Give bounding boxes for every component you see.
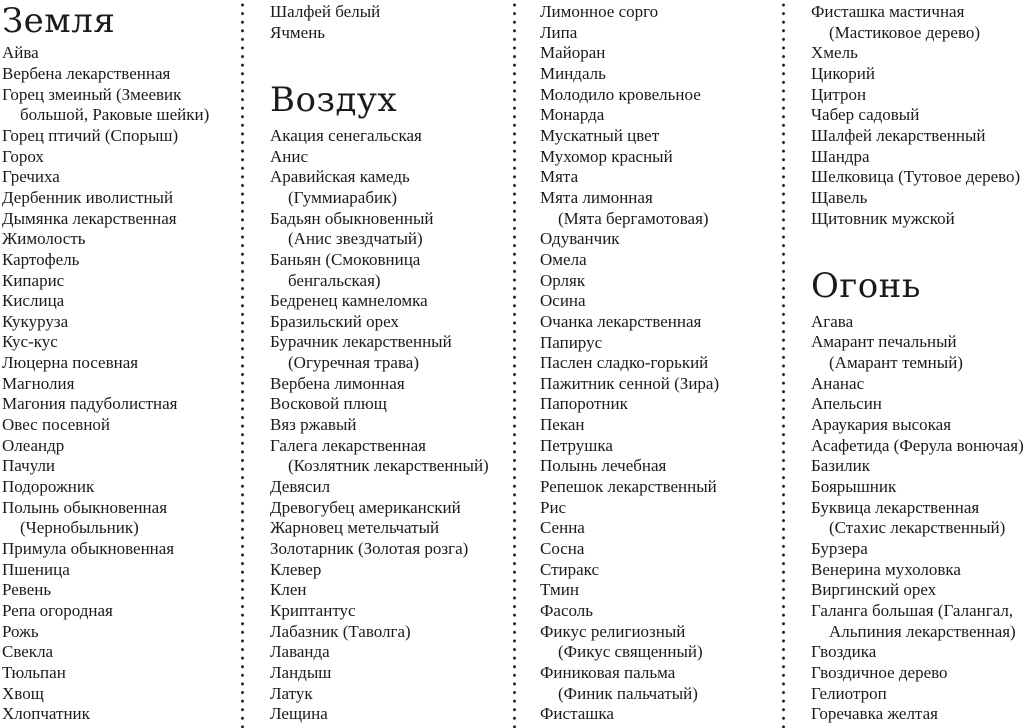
plant-item: [2, 64, 240, 85]
plant-name-line: Галега лекарственная: [270, 435, 426, 455]
plant-name-continuation-line: большой, Раковые шейки): [20, 105, 210, 125]
plant-item: [2, 85, 240, 126]
plant-name-line: Горец змеиный (Змеевик: [2, 84, 182, 104]
plant-name-line: Пшеница: [2, 559, 70, 579]
plant-name-line: Монарда: [540, 105, 605, 125]
plant-name-line: Бурачник лекарственный: [270, 332, 452, 352]
plant-name-line: Шалфей белый: [270, 2, 381, 21]
plant-item: [270, 601, 512, 622]
plant-name-line: Цикорий: [811, 63, 875, 83]
plant-item: [2, 229, 240, 250]
plant-item: [811, 436, 1023, 457]
plant-item: [270, 436, 512, 477]
plant-item: [270, 539, 512, 560]
plant-name-line: Горох: [2, 146, 44, 166]
plant-item: [811, 704, 1023, 725]
plant-item: [811, 126, 1023, 147]
plant-name-line: Шалфей лекарственный: [811, 125, 986, 145]
plant-name-line: Баньян (Смоковница: [270, 249, 421, 269]
plant-name-continuation-line: (Чернобыльник): [20, 518, 139, 538]
plant-item: [540, 250, 781, 271]
plant-name-continuation-line: (Стахис лекарственный): [829, 518, 1006, 538]
plant-name-line: Венерина мухоловка: [811, 559, 961, 579]
plant-name-line: Кус-кус: [2, 332, 58, 352]
plant-name-line: Сенна: [540, 518, 585, 538]
plant-name-line: Осина: [540, 291, 586, 311]
plant-item: [2, 539, 240, 560]
column-air-end-fire-start: [811, 0, 1023, 728]
plant-item: [811, 312, 1023, 333]
plant-item: [270, 147, 512, 168]
plant-item: [270, 518, 512, 539]
plant-item: [270, 560, 512, 581]
plant-name-line: Молодило кровельное: [540, 84, 701, 104]
plant-item: [540, 518, 781, 539]
plant-item: [540, 312, 781, 333]
plant-name-line: Мята лимонная: [540, 187, 653, 207]
plant-item: [540, 374, 781, 395]
plant-item: [811, 188, 1023, 209]
section-header-fire: Огонь: [811, 266, 921, 307]
plant-item: [540, 43, 781, 64]
plant-item: [540, 167, 781, 188]
plant-name-line: Айва: [2, 43, 39, 63]
plant-name-line: Папоротник: [540, 394, 628, 414]
plant-item: [540, 147, 781, 168]
plant-name-line: Финиковая пальма: [540, 663, 676, 682]
plant-name-line: Майоран: [540, 43, 606, 63]
plant-name-line: Фисташка мастичная: [811, 2, 965, 21]
plant-name-line: Галанга большая (Галангал,: [811, 601, 1014, 620]
plant-item: [270, 250, 512, 291]
plant-item: [2, 622, 240, 643]
plant-item: [811, 374, 1023, 395]
plant-name-line: Бурзера: [811, 539, 868, 559]
plant-name-line: Восковой плющ: [270, 394, 387, 414]
plant-name-line: Шандра: [811, 146, 870, 166]
plant-item: [2, 601, 240, 622]
column-separator-dotted: [781, 2, 786, 728]
plant-item: [540, 436, 781, 457]
plant-name-line: Фикус религиозный: [540, 621, 686, 641]
plant-name-line: Шелковица (Тутовое дерево): [811, 167, 1021, 187]
plant-name-line: Вербена лимонная: [270, 373, 405, 393]
plant-item: [540, 498, 781, 519]
plant-name-line: Пажитник сенной (Зира): [540, 373, 720, 393]
plant-name-line: Лимонное сорго: [540, 2, 659, 21]
plant-name-line: Примула обыкновенная: [2, 539, 175, 559]
plant-name-continuation-line: (Амарант темный): [829, 353, 963, 373]
plant-name-line: Полынь обыкновенная: [2, 497, 168, 517]
plant-name-line: Гвоздика: [811, 642, 877, 662]
section-header-air: Воздух: [270, 80, 398, 121]
plant-name-line: Виргинский орех: [811, 580, 937, 600]
plant-item: [270, 332, 512, 373]
plant-name-line: Золотарник (Золотая розга): [270, 539, 469, 559]
plant-item: [270, 477, 512, 498]
column-separator-dotted: [240, 2, 245, 728]
plant-item: [811, 209, 1023, 230]
plant-name-line: Дербенник иволистный: [2, 187, 174, 207]
plant-name-line: Рожь: [2, 621, 39, 641]
plant-name-line: Цитрон: [811, 84, 867, 104]
plant-name-continuation-line: (Фикус священный): [558, 642, 703, 662]
plant-name-line: Рис: [540, 497, 567, 517]
plant-item: [270, 394, 512, 415]
plant-name-line: Свекла: [2, 642, 54, 662]
plant-name-line: Кислица: [2, 291, 65, 311]
plant-item: [540, 477, 781, 498]
plant-name-continuation-line: (Мастиковое дерево): [829, 22, 981, 42]
plant-name-line: Девясил: [270, 477, 331, 497]
plant-name-line: Хлопчатник: [2, 704, 90, 724]
plant-name-line: Агава: [811, 311, 854, 331]
plant-item: [270, 23, 512, 44]
plant-item: [270, 209, 512, 250]
plant-name-line: Чабер садовый: [811, 105, 920, 125]
plant-name-line: Бразильский орех: [270, 311, 399, 331]
plant-item: [811, 642, 1023, 663]
plant-item: [540, 85, 781, 106]
plant-name-line: Ячмень: [270, 22, 326, 42]
plant-item: [811, 456, 1023, 477]
plant-name-line: Горец птичий (Спорыш): [2, 125, 179, 145]
plant-name-line: Тюльпан: [2, 662, 66, 682]
plant-name-line: Буквица лекарственная: [811, 497, 980, 517]
plant-name-line: Акация сенегальская: [270, 125, 422, 145]
plant-name-line: Бадьян обыкновенный: [270, 208, 434, 228]
plant-item: [2, 498, 240, 539]
plant-name-line: Орляк: [540, 270, 586, 290]
plant-item: [811, 64, 1023, 85]
plant-name-line: Кукуруза: [2, 311, 69, 331]
plant-item: [2, 560, 240, 581]
plant-item: [2, 250, 240, 271]
plant-item: [540, 456, 781, 477]
plant-item: [270, 498, 512, 519]
plant-item: [2, 291, 240, 312]
plant-item: [811, 477, 1023, 498]
plant-item: [270, 2, 512, 23]
plant-name-line: Боярышник: [811, 477, 897, 497]
plant-item: [540, 580, 781, 601]
plant-item: [540, 353, 781, 374]
plant-name-line: Ревень: [2, 580, 52, 600]
plant-name-line: Амарант печальный: [811, 332, 957, 352]
plant-name-line: Апельсин: [811, 394, 882, 414]
plant-name-continuation-line: Альпиния лекарственная): [829, 621, 1016, 641]
plant-item: [270, 291, 512, 312]
plant-item: [270, 374, 512, 395]
plant-item: [2, 477, 240, 498]
plant-name-line: Лабазник (Таволга): [270, 621, 411, 641]
plant-item: [2, 374, 240, 395]
plant-name-line: Папирус: [540, 332, 603, 352]
plant-item: [811, 105, 1023, 126]
plant-item: [2, 642, 240, 663]
plant-item: [270, 312, 512, 333]
plant-name-line: Кипарис: [2, 270, 65, 290]
plant-name-line: Жарновец метельчатый: [270, 518, 440, 538]
plant-item: [540, 2, 781, 23]
plant-item: [811, 332, 1023, 373]
plant-name-line: Аравийская камедь: [270, 167, 410, 187]
plant-name-line: Стиракс: [540, 559, 600, 579]
plant-name-line: Мухомор красный: [540, 146, 673, 166]
plant-name-line: Репешок лекарственный: [540, 477, 717, 497]
plant-name-line: Люцерна посевная: [2, 353, 139, 373]
plant-name-continuation-line: (Финик пальчатый): [558, 683, 698, 703]
plant-name-line: Миндаль: [540, 63, 606, 83]
plant-item: [540, 333, 781, 354]
plant-item: [811, 415, 1023, 436]
plant-item: [270, 684, 512, 705]
plant-item: [2, 394, 240, 415]
plant-name-line: Анис: [270, 146, 309, 166]
plant-name-line: Хвощ: [2, 683, 44, 703]
plant-item: [2, 353, 240, 374]
plant-item: [2, 684, 240, 705]
plant-name-line: Фасоль: [540, 601, 594, 621]
plant-name-line: Полынь лечебная: [540, 456, 667, 476]
plant-item: [270, 642, 512, 663]
plant-item: [2, 436, 240, 457]
plant-item: [270, 126, 512, 147]
plant-name-line: Мята: [540, 167, 579, 187]
plant-name-line: Щитовник мужской: [811, 208, 955, 228]
plant-item: [811, 498, 1023, 539]
plant-name-line: Ландыш: [270, 662, 332, 682]
plant-item: [2, 43, 240, 64]
plant-item: [811, 580, 1023, 601]
plant-item: [540, 415, 781, 436]
plant-name-line: Базилик: [811, 456, 870, 476]
plant-item: [2, 188, 240, 209]
plant-item: [270, 415, 512, 436]
plant-name-line: Фисташка: [540, 704, 614, 724]
plant-name-line: Клен: [270, 580, 307, 600]
plant-name-line: Латук: [270, 683, 313, 703]
plant-name-continuation-line: (Огуречная трава): [288, 353, 419, 373]
column-separator-dotted: [512, 2, 517, 728]
plant-item: [270, 622, 512, 643]
plant-name-line: Паслен сладко-горький: [540, 353, 709, 373]
column-earth: [2, 0, 240, 728]
plant-item: [2, 415, 240, 436]
plant-item: [811, 684, 1023, 705]
plant-name-line: Сосна: [540, 539, 585, 559]
plant-item: [2, 456, 240, 477]
plant-name-line: Репа огородная: [2, 601, 113, 621]
plant-item: [2, 332, 240, 353]
plant-name-line: Мускатный цвет: [540, 125, 660, 145]
plant-name-line: Овес посевной: [2, 415, 111, 435]
plant-name-line: Лещина: [270, 704, 328, 724]
plant-item: [540, 704, 781, 725]
plant-item: [540, 291, 781, 312]
plant-item: [540, 126, 781, 147]
plant-name-line: Асафетида (Ферула вонючая): [811, 435, 1024, 455]
plant-item: [540, 560, 781, 581]
plant-item: [270, 704, 512, 725]
plant-name-continuation-line: (Мята бергамотовая): [558, 208, 709, 228]
plant-name-line: Очанка лекарственная: [540, 311, 702, 331]
plant-name-line: Липа: [540, 22, 578, 42]
section-header-earth: Земля: [2, 1, 116, 41]
plant-item: [811, 85, 1023, 106]
plant-name-line: Древогубец американский: [270, 497, 461, 517]
plant-item: [540, 394, 781, 415]
plant-name-line: Одуванчик: [540, 229, 620, 249]
plant-item: [811, 663, 1023, 684]
plant-item: [811, 539, 1023, 560]
plant-name-continuation-line: (Козлятник лекарственный): [288, 456, 489, 476]
plant-name-line: Омела: [540, 249, 587, 269]
plant-item: [540, 105, 781, 126]
plant-item: [540, 663, 781, 704]
plant-item: [2, 663, 240, 684]
plant-name-line: Гелиотроп: [811, 683, 887, 703]
plant-item: [2, 126, 240, 147]
plant-name-line: Тмин: [540, 580, 579, 600]
plant-item: [811, 43, 1023, 64]
plant-item: [270, 663, 512, 684]
plant-item: [540, 601, 781, 622]
plant-item: [811, 394, 1023, 415]
plant-name-line: Подорожник: [2, 477, 95, 497]
plant-item: [811, 601, 1023, 642]
plant-name-line: Магнолия: [2, 373, 75, 393]
plant-name-line: Лаванда: [270, 642, 330, 662]
plant-name-line: Дымянка лекарственная: [2, 208, 177, 228]
plant-name-line: Хмель: [811, 43, 858, 63]
plant-name-line: Ананас: [811, 373, 865, 393]
plant-name-line: Пекан: [540, 415, 585, 435]
plant-item: [540, 271, 781, 292]
plant-name-line: Щавель: [811, 187, 868, 207]
column-earth-end-air-start: [270, 0, 512, 728]
plant-name-line: Олеандр: [2, 435, 65, 455]
plant-item: [540, 229, 781, 250]
plant-item: [811, 147, 1023, 168]
plant-name-line: Араукария высокая: [811, 415, 952, 435]
plant-item: [2, 580, 240, 601]
plant-name-line: Гвоздичное дерево: [811, 662, 948, 682]
plant-name-line: Петрушка: [540, 435, 613, 455]
plant-item: [811, 2, 1023, 43]
plant-item: [540, 539, 781, 560]
plant-name-line: Картофель: [2, 249, 80, 269]
plant-item: [2, 167, 240, 188]
plant-name-line: Вербена лекарственная: [2, 63, 171, 83]
plant-item: [2, 704, 240, 725]
plant-name-continuation-line: (Гуммиарабик): [288, 187, 397, 207]
plant-item: [2, 147, 240, 168]
plant-name-line: Бедренец камнеломка: [270, 291, 428, 311]
plant-name-line: Пачули: [2, 456, 56, 476]
column-air-continued: [540, 0, 781, 728]
plant-name-line: Горечавка желтая: [811, 704, 938, 724]
plant-name-line: Вяз ржавый: [270, 415, 357, 435]
plant-item: [540, 188, 781, 229]
plant-name-line: Клевер: [270, 559, 322, 579]
plant-item: [270, 167, 512, 208]
plant-item: [540, 23, 781, 44]
plant-item: [540, 64, 781, 85]
plant-name-continuation-line: бенгальская): [288, 270, 381, 290]
plant-item: [2, 209, 240, 230]
plant-item: [811, 167, 1023, 188]
plant-item: [2, 312, 240, 333]
plant-name-continuation-line: (Анис звездчатый): [288, 229, 423, 249]
plant-item: [540, 622, 781, 663]
plant-item: [2, 271, 240, 292]
plant-name-line: Гречиха: [2, 167, 60, 187]
plant-name-line: Жимолость: [2, 229, 86, 249]
plant-item: [270, 580, 512, 601]
plant-name-line: Криптантус: [270, 601, 356, 620]
plant-item: [811, 560, 1023, 581]
plant-name-line: Магония падуболистная: [2, 394, 178, 414]
